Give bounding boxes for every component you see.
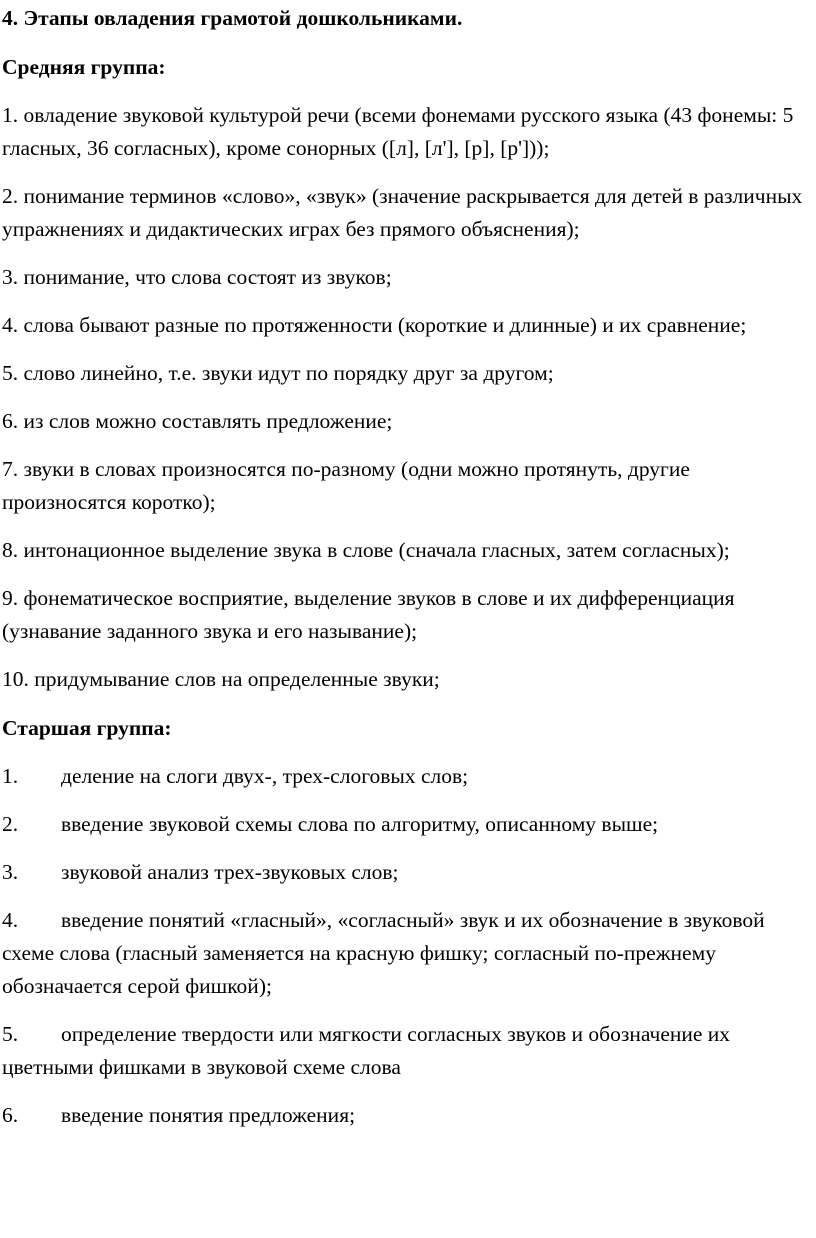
list-item bbox=[2, 856, 808, 889]
list-item: 9. фонематическое восприятие, выделение звуков в слове и их дифференциация (узнавание заданного звука и его называние); bbox=[2, 586, 735, 643]
list-item-text: звуковой анализ трех-звуковых слов; bbox=[61, 860, 399, 884]
list-item-number: 5. bbox=[2, 1022, 19, 1046]
list-item bbox=[2, 808, 808, 841]
list-item bbox=[2, 760, 808, 793]
list-item-number: 6. bbox=[2, 1103, 19, 1127]
document-title: 4. Этапы овладения грамотой дошкольниками. bbox=[2, 6, 463, 30]
list-item: 1. овладение звуковой культурой речи (всеми фонемами русского языка (43 фонемы: 5 гласных, 36 согласных), кроме сонорных ([л], [л'], [р], [р'])); bbox=[2, 103, 794, 160]
list-item-number: 3. bbox=[2, 860, 19, 884]
middle-group-list bbox=[2, 99, 808, 696]
list-item bbox=[2, 1018, 808, 1084]
senior-group-heading: Старшая группа: bbox=[2, 716, 172, 740]
list-item-text: введение понятия предложения; bbox=[61, 1103, 356, 1127]
list-item: 8. интонационное выделение звука в слове (сначала гласных, затем согласных); bbox=[2, 538, 730, 562]
list-item bbox=[2, 904, 808, 1003]
middle-group-heading: Средняя группа: bbox=[2, 55, 166, 79]
list-item-text: деление на слоги двух-, трех-слоговых слов; bbox=[61, 764, 469, 788]
list-item: 10. придумывание слов на определенные звуки; bbox=[2, 667, 440, 691]
list-item-text: определение твердости или мягкости согласных звуков и обозначение их цветными фишками в звуковой схеме слова bbox=[2, 1022, 731, 1079]
list-item: 5. слово линейно, т.е. звуки идут по порядку друг за другом; bbox=[2, 361, 554, 385]
list-item-text: введение звуковой схемы слова по алгоритму, описанному выше; bbox=[61, 812, 659, 836]
list-item-number: 2. bbox=[2, 812, 19, 836]
list-item-number: 1. bbox=[2, 764, 19, 788]
list-item-number: 4. bbox=[2, 908, 19, 932]
list-item: 2. понимание терминов «слово», «звук» (значение раскрывается для детей в различных упражнениях и дидактических играх без прямого объяснения); bbox=[2, 184, 803, 241]
list-item: 6. из слов можно составлять предложение; bbox=[2, 409, 393, 433]
list-item-text: введение понятий «гласный», «согласный» звук и их обозначение в звуковой схеме слова (гласный заменяется на красную фишку; согласный по-прежнему обозначается серой фишкой); bbox=[2, 908, 765, 998]
list-item: 7. звуки в словах произносятся по-разному (одни можно протянуть, другие произносятся коротко); bbox=[2, 457, 690, 514]
list-item: 3. понимание, что слова состоят из звуков; bbox=[2, 265, 392, 289]
list-item: 4. слова бывают разные по протяженности (короткие и длинные) и их сравнение; bbox=[2, 313, 747, 337]
senior-group-list bbox=[2, 760, 808, 1132]
list-item bbox=[2, 1099, 808, 1132]
